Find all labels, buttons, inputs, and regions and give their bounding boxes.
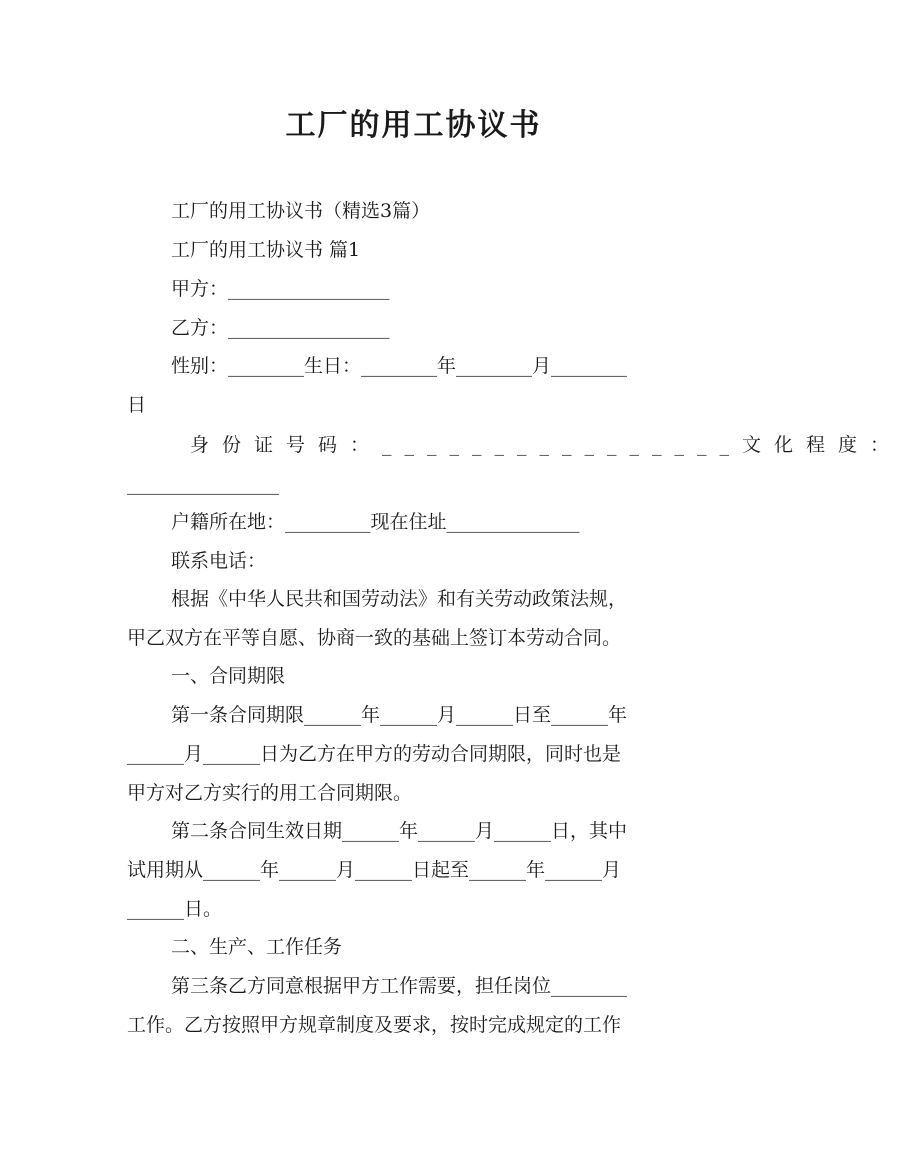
residence-line: 户籍所在地：_________现在住址______________	[171, 511, 580, 533]
paragraph-line: 工作。乙方按照甲方规章制度及要求，按时完成规定的工作	[127, 1014, 622, 1036]
id-education-line: 身份证号码：________________文化程度：	[190, 434, 902, 456]
paragraph-line: 第二条合同生效日期______年______月______日，其中	[171, 820, 628, 842]
paragraph-line: 甲乙双方在平等自愿、协商一致的基础上签订本劳动合同。	[127, 627, 622, 649]
paragraph-line: 甲方对乙方实行的用工合同期限。	[127, 782, 413, 804]
party-b-line: 乙方：_________________	[171, 317, 390, 339]
paragraph-line: 第一条合同期限______年______月______日至______年	[171, 704, 628, 726]
paragraph-line: 试用期从______年______月______日起至______年______月	[127, 859, 622, 881]
paragraph-line: 第三条乙方同意根据甲方工作需要，担任岗位________	[171, 975, 628, 997]
phone-line: 联系电话：	[171, 550, 267, 572]
party-a-line: 甲方：_________________	[171, 278, 390, 300]
section-heading: 工厂的用工协议书 篇1	[171, 239, 361, 261]
gender-birthday-line-cont: 日	[127, 394, 147, 416]
paragraph-line: 根据《中华人民共和国劳动法》和有关劳动政策法规，	[171, 588, 628, 610]
document-title: 工厂的用工协议书	[285, 108, 542, 143]
gender-birthday-line: 性别：________生日：________年________月________	[171, 355, 628, 377]
subtitle-line: 工厂的用工协议书（精选3篇）	[171, 200, 431, 222]
id-education-line-cont: ________________	[127, 473, 279, 495]
paragraph-line: ______月______日为乙方在甲方的劳动合同期限，同时也是	[127, 743, 622, 765]
section-heading: 一、合同期限	[171, 665, 286, 687]
section-heading: 二、生产、工作任务	[171, 936, 343, 958]
paragraph-line: ______日。	[127, 898, 223, 920]
